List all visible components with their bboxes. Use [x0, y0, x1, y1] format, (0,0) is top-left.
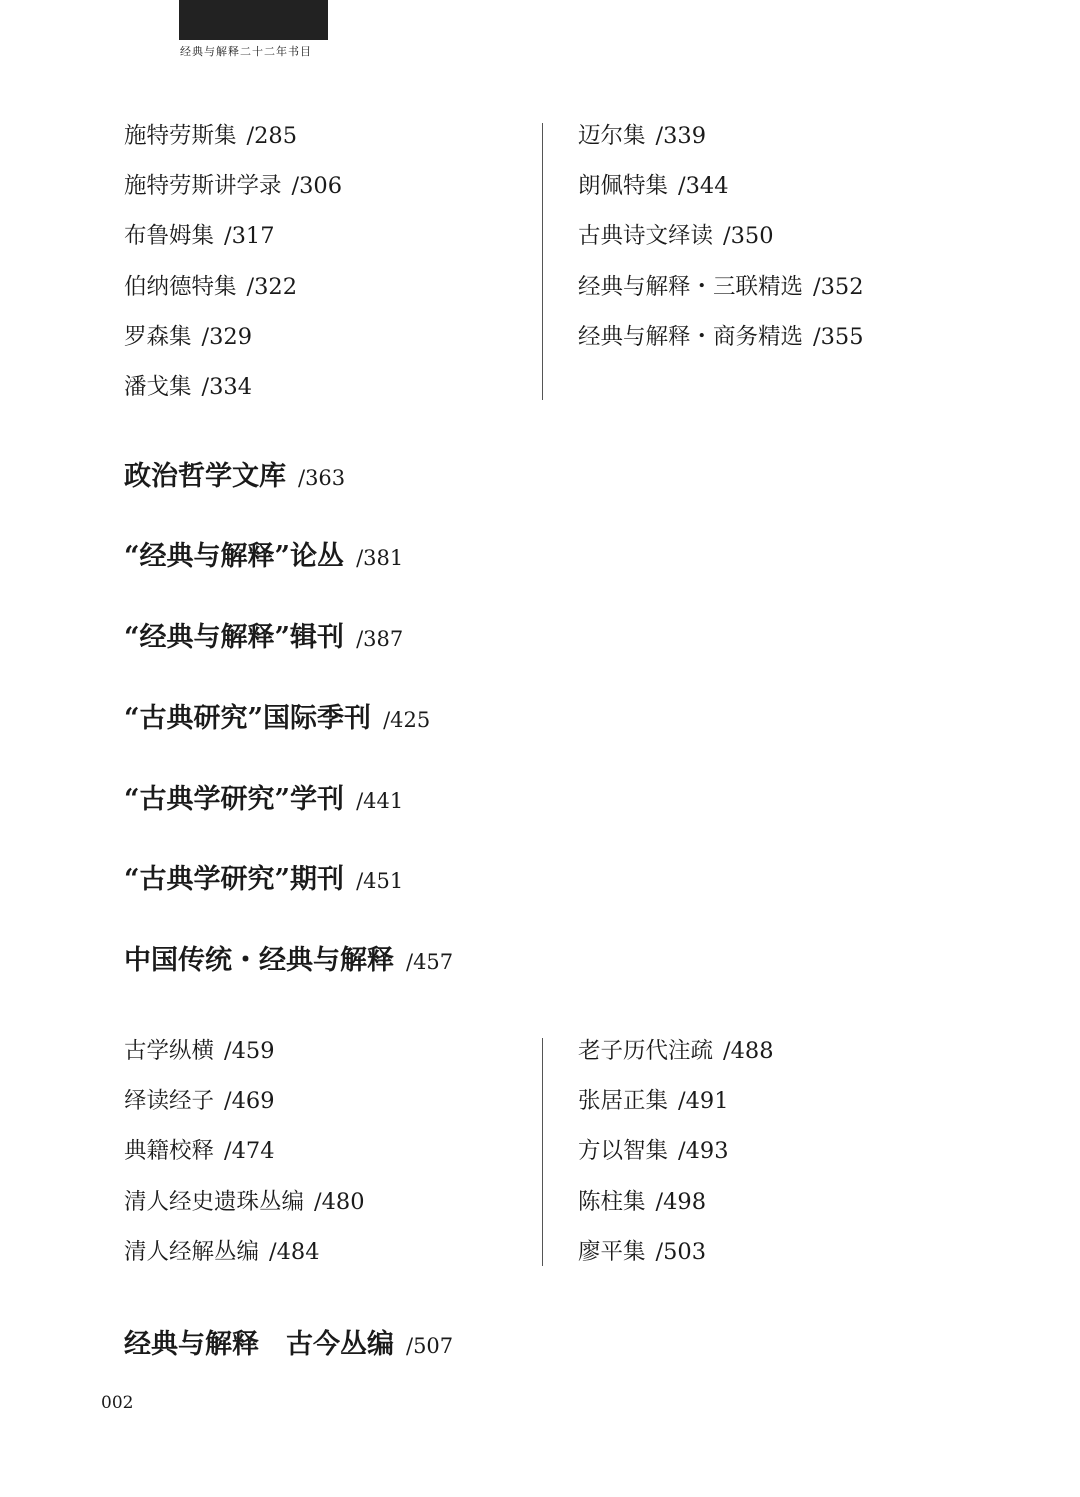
- toc-entry-page: /480: [314, 1188, 365, 1215]
- section-heading-title: 中国传统・经典与解释: [124, 945, 394, 976]
- toc-entry-title: 施特劳斯讲学录: [124, 173, 282, 200]
- section-heading[interactable]: [124, 1327, 453, 1364]
- section-heading-page: /387: [356, 627, 404, 651]
- toc-entry-page: /355: [813, 323, 864, 350]
- toc-entry[interactable]: [124, 1136, 365, 1186]
- toc-entry-title: 古典诗文绎读: [578, 223, 714, 250]
- toc-entry[interactable]: [578, 272, 864, 322]
- section-heading-title: “经典与解释”论丛: [124, 541, 345, 572]
- toc-entry-title: 朗佩特集: [578, 173, 669, 200]
- toc-entry-page: /322: [246, 273, 298, 300]
- toc-entry-title: 陈柱集: [578, 1188, 646, 1215]
- toc-entry-page: /491: [678, 1088, 729, 1115]
- toc-entry-page: /459: [224, 1038, 275, 1064]
- toc-entry[interactable]: [124, 272, 342, 322]
- toc-entry-page: /339: [655, 123, 707, 149]
- toc-entry-page: /493: [678, 1138, 729, 1165]
- toc-entry-page: /306: [291, 173, 343, 200]
- toc-entry-page: /474: [224, 1138, 275, 1165]
- toc-entry[interactable]: [578, 1086, 774, 1136]
- section-heading-title: “古典研究”国际季刊: [124, 703, 372, 734]
- section-heading-title: 政治哲学文库: [124, 461, 286, 492]
- toc-entry-page: /285: [246, 123, 298, 149]
- toc-entry-title: 罗森集: [124, 323, 192, 350]
- series-list-right-2: [578, 1036, 774, 1287]
- toc-entry-title: 古学纵横: [124, 1038, 215, 1064]
- toc-entry[interactable]: [124, 322, 342, 372]
- toc-entry-title: 方以智集: [578, 1138, 669, 1165]
- section-heading[interactable]: [124, 782, 403, 819]
- toc-entry[interactable]: [578, 322, 864, 372]
- toc-entry[interactable]: [124, 221, 342, 271]
- toc-entry[interactable]: [578, 1237, 774, 1287]
- toc-entry[interactable]: [578, 1136, 774, 1186]
- toc-entry-title: 迈尔集: [578, 123, 646, 149]
- toc-entry-page: /344: [678, 173, 729, 200]
- toc-entry-page: /350: [723, 223, 774, 250]
- column-divider: [542, 1038, 543, 1266]
- toc-entry[interactable]: [124, 1086, 365, 1136]
- section-heading-page: /507: [406, 1334, 454, 1358]
- toc-entry[interactable]: [124, 171, 342, 221]
- toc-entry[interactable]: [578, 171, 864, 221]
- toc-entry[interactable]: [124, 372, 342, 422]
- series-list-left-2: [124, 1036, 365, 1287]
- section-heading[interactable]: [124, 539, 403, 576]
- toc-entry-page: /488: [723, 1038, 774, 1064]
- section-heading-page: /363: [298, 466, 346, 490]
- section-heading-title: “古典学研究”学刊: [124, 784, 345, 815]
- toc-entry[interactable]: [578, 221, 864, 271]
- toc-entry-title: 经典与解释・商务精选: [578, 323, 804, 350]
- toc-entry-page: /498: [655, 1188, 707, 1215]
- toc-entry-page: /352: [813, 273, 864, 300]
- running-header: 经典与解释二十二年书目: [180, 45, 312, 58]
- toc-entry[interactable]: [124, 1237, 365, 1287]
- toc-entry-page: /329: [201, 323, 253, 350]
- series-list-left-1: [124, 121, 342, 422]
- header-black-block: [179, 0, 328, 40]
- toc-entry[interactable]: [124, 121, 342, 171]
- section-heading[interactable]: [124, 943, 453, 980]
- toc-entry-page: /484: [269, 1238, 320, 1265]
- toc-entry-title: 清人经史遗珠丛编: [124, 1188, 305, 1215]
- toc-entry-title: 经典与解释・三联精选: [578, 273, 804, 300]
- section-heading[interactable]: [124, 459, 345, 496]
- section-heading-page: /381: [356, 546, 404, 570]
- toc-entry-title: 廖平集: [578, 1238, 646, 1265]
- toc-entry-title: 潘戈集: [124, 373, 192, 400]
- toc-entry-title: 布鲁姆集: [124, 223, 215, 250]
- toc-entry-page: /503: [655, 1238, 707, 1265]
- toc-entry-title: 施特劳斯集: [124, 123, 237, 149]
- toc-entry[interactable]: [124, 1036, 365, 1086]
- toc-entry[interactable]: [578, 1036, 774, 1086]
- section-heading[interactable]: [124, 620, 403, 657]
- section-heading-page: /425: [383, 708, 431, 732]
- section-heading-title: “经典与解释”辑刊: [124, 622, 345, 653]
- column-divider: [542, 123, 543, 400]
- toc-entry-title: 张居正集: [578, 1088, 669, 1115]
- toc-entry[interactable]: [578, 121, 864, 171]
- toc-entry-title: 绎读经子: [124, 1088, 215, 1115]
- page-number: 002: [101, 1393, 134, 1413]
- toc-entry-title: 老子历代注疏: [578, 1038, 714, 1064]
- section-heading-page: /451: [356, 869, 404, 893]
- toc-entry-title: 伯纳德特集: [124, 273, 237, 300]
- toc-entry-title: 典籍校释: [124, 1138, 215, 1165]
- toc-entry-title: 清人经解丛编: [124, 1238, 260, 1265]
- section-heading-title: “古典学研究”期刊: [124, 864, 345, 895]
- section-heading-page: /457: [406, 950, 454, 974]
- section-heading-page: /441: [356, 789, 404, 813]
- section-heading[interactable]: [124, 862, 403, 899]
- toc-entry[interactable]: [124, 1187, 365, 1237]
- toc-entry-page: /334: [201, 373, 253, 400]
- toc-entry-page: /469: [224, 1088, 275, 1115]
- toc-entry[interactable]: [578, 1187, 774, 1237]
- toc-entry-page: /317: [224, 223, 275, 250]
- section-heading-title: 经典与解释 古今丛编: [124, 1329, 394, 1360]
- section-heading[interactable]: [124, 701, 430, 738]
- series-list-right-1: [578, 121, 864, 372]
